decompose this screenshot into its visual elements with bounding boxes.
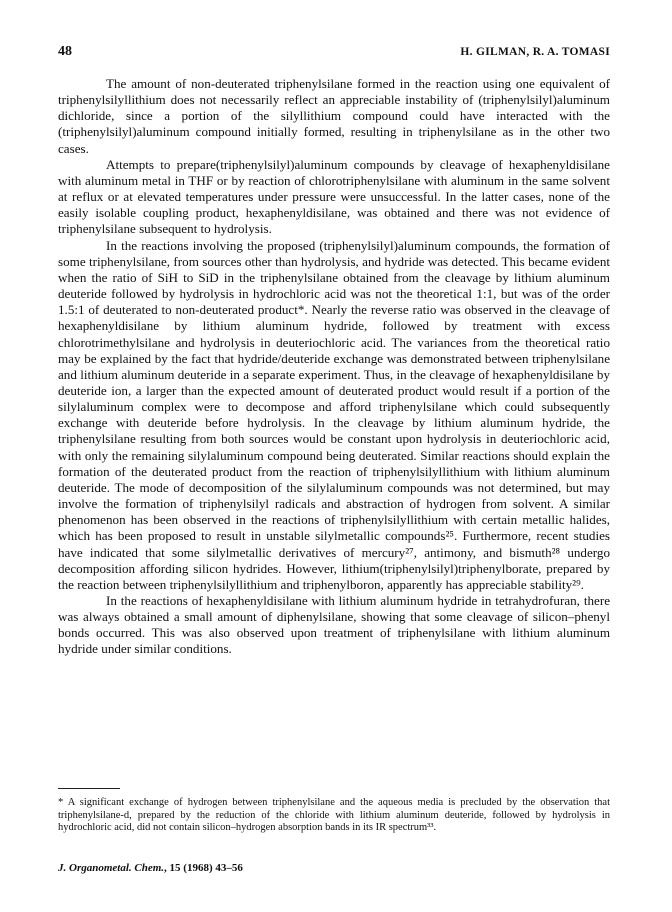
footnote: * A significant exchange of hydrogen between triphenylsilane and the aqueous media is precluded by the observation that triphenylsilane-d, prepared by the reduction of the chloride with lithium aluminum deuteride, followed by hydrolysis in hydrochloric acid, did not contain silicon–hydrogen absorption bands in its IR spectrum³³.: [58, 797, 610, 834]
body-paragraph: In the reactions involving the proposed (triphenylsilyl)aluminum compounds, the formation of some triphenylsilane, from sources other than hydrolysis, and hydride was detected. This became evident when the ratio of SiH to SiD in the triphenylsilane obtained from the cleavage by lithium aluminum deuteride followed by hydrolysis in hydrochloric acid was not the theoretical 1:1, but was of the order 1.5:1 of deuterated to non-deuterated product*. Nearly the reverse ratio was observed in the cleavage of hexaphenyldisilane by lithium aluminum hydride, followed by treatment with excess chlorotrimethylsilane and hydrolysis in deuteriochloric acid. The variances from the theoretical ratio may be explained by the fact that hydride/deuteride exchange was demonstrated between triphenylsilane and lithium aluminum deuteride in a separate experiment. Thus, in the cleavage of hexaphenyldisilane by deuteride ion, a larger than the expected amount of deuterated product would result if a portion of the silylaluminum complex were to decompose and afford triphenylsilane which could subsequently exchange with deuteride before hydrolysis. In the cleavage by lithium aluminum hydride, the triphenylsilane resulting from both sources would be constant upon hydrolysis in deuteriochloric acid, with only the remaining silylaluminum compound being deuterated. Similar reactions should explain the formation of the deuterated product from the reaction of triphenylsilyllithium with lithium aluminum deuteride. The mode of decomposition of the silylaluminum compounds was not determined, but may involve the formation of triphenylsilyl radicals and abstraction of hydrogen from solvent. A similar phenomenon has been observed in the reactions of triphenylsilyllithium with certain metallic halides, which has been proposed to result in unstable silylmetallic compounds²⁵. Furthermore, recent studies have indicated that some silylmetallic derivatives of mercury²⁷, antimony, and bismuth²⁸ undergo decomposition affording silicon hydrides. However, lithium(triphenylsilyl)triphenylborate, prepared by the reaction between triphenylsilyllithium and triphenylboron, apparently has appreciable stability²⁹.: [58, 237, 610, 592]
page-number: 48: [58, 44, 72, 59]
footnote-divider: [58, 788, 120, 789]
running-head-authors: H. GILMAN, R. A. TOMASI: [460, 46, 610, 58]
body-paragraph: The amount of non-deuterated triphenylsilane formed in the reaction using one equivalent of triphenylsilyllithium does not necessarily reflect an appreciable instability of (triphenylsilyl)aluminum dichloride, since a portion of the silyllithium compound could have interacted with the (triphenylsilyl)aluminum compound initially formed, resulting in triphenylsilane as in the other two cases.: [58, 76, 610, 156]
body-paragraph: In the reactions of hexaphenyldisilane with lithium aluminum hydride in tetrahydrofuran, there was always obtained a small amount of diphenylsilane, showing that some cleavage of silicon–phenyl bonds occurred. This was also observed upon treatment of triphenylsilane with lithium aluminum hydride under similar conditions.: [58, 593, 610, 657]
journal-volume-pages: , 15 (1968) 43–56: [164, 862, 243, 874]
journal-name: J. Organometal. Chem.: [58, 862, 165, 874]
journal-citation-footer: [58, 862, 243, 874]
page-header: [58, 44, 610, 60]
article-body: [58, 76, 610, 658]
body-paragraph: Attempts to prepare(triphenylsilyl)aluminum compounds by cleavage of hexaphenyldisilane with aluminum metal in THF or by reaction of chlorotriphenylsilane with aluminum in the same solvent at reflux or at elevated temperatures under pressure were unsuccessful. In the latter cases, none of the easily isolable coupling product, hexaphenyldisilane, was obtained and there was not evidence of triphenylsilane subsequent to hydrolysis.: [58, 156, 610, 237]
